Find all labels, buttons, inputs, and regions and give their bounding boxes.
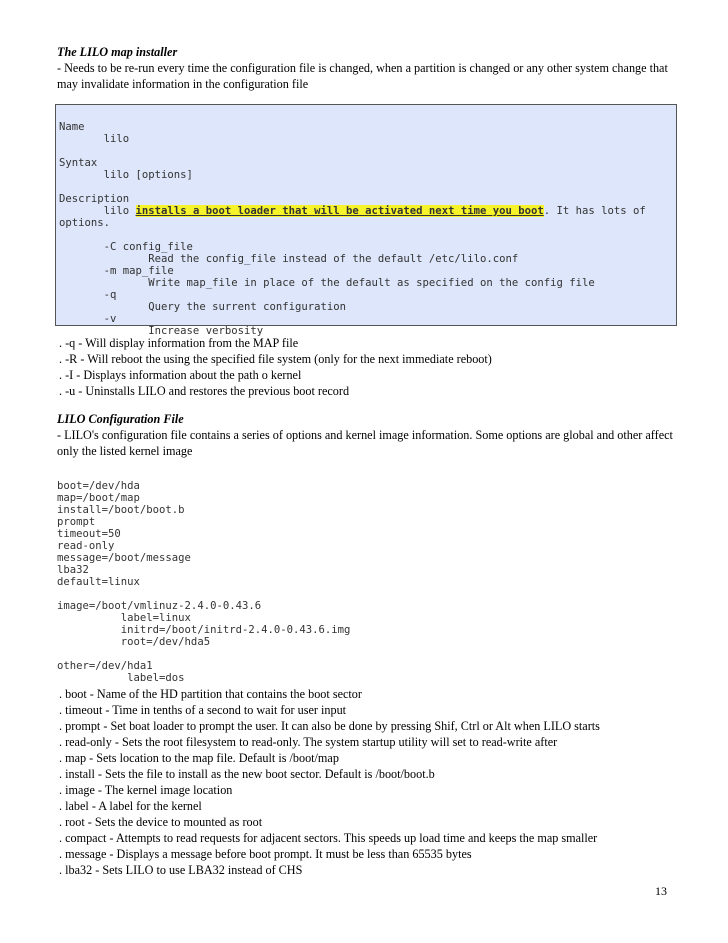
config-option-descriptions <box>59 686 600 878</box>
man-line: -v <box>59 313 117 325</box>
code-line <box>57 588 350 600</box>
list-item: . -u - Uninstalls LILO and restores the previous boot record <box>59 384 350 398</box>
code-line: label=linux <box>57 612 191 624</box>
list-item: . map - Sets location to the map file. Default is /boot/map <box>59 751 339 765</box>
man-line-highlighted <box>59 205 646 217</box>
code-line: initrd=/boot/initrd-2.4.0-0.43.6.img <box>57 624 351 636</box>
man-line: Read the config_file instead of the default /etc/lilo.conf <box>59 253 519 265</box>
man-line: Name <box>59 121 85 133</box>
list-item: . timeout - Time in tenths of a second to wait for user input <box>59 703 347 717</box>
code-line: root=/dev/hda5 <box>57 636 211 648</box>
man-line: Description <box>59 193 130 205</box>
list-item: . -R - Will reboot the using the specified file system (only for the next immediate reboot) <box>59 352 492 366</box>
list-item: . boot - Name of the HD partition that contains the boot sector <box>59 687 362 701</box>
list-item: . lba32 - Sets LILO to use LBA32 instead of CHS <box>59 863 303 877</box>
list-item: . compact - Attempts to read requests for adjacent sectors. This speeds up load time and keeps the map smaller <box>59 831 598 845</box>
section-title-map-installer: The LILO map installer <box>57 45 178 59</box>
code-line: image=/boot/vmlinuz-2.4.0-0.43.6 <box>57 600 262 612</box>
code-line: other=/dev/hda1 <box>57 660 153 672</box>
man-line: Write map_file in place of the default as specified on the config file <box>59 277 595 289</box>
list-item: . install - Sets the file to install as the new boot sector. Default is /boot/boot.b <box>59 767 435 781</box>
list-item: . message - Displays a message before boot prompt. It must be less than 65535 bytes <box>59 847 472 861</box>
man-line <box>59 181 646 193</box>
man-line: options. <box>59 217 111 229</box>
code-line: boot=/dev/hda <box>57 480 140 492</box>
section-title-config-file: LILO Configuration File <box>57 412 184 426</box>
code-line: default=linux <box>57 576 140 588</box>
code-line: read-only <box>57 540 115 552</box>
man-line: -m map_file <box>59 265 174 277</box>
man-line: Increase verbosity <box>59 325 264 337</box>
highlighted-phrase: installs a boot loader that will be activated next time you boot <box>135 205 544 217</box>
man-line: Syntax <box>59 157 98 169</box>
config-code-block <box>57 468 350 708</box>
man-line <box>59 229 646 241</box>
code-line: install=/boot/boot.b <box>57 504 185 516</box>
man-line-suffix: . It has lots of <box>543 205 646 217</box>
page-number: 13 <box>655 884 667 898</box>
code-line: prompt <box>57 516 96 528</box>
list-item: . root - Sets the device to mounted as root <box>59 815 263 829</box>
code-line <box>57 648 350 660</box>
list-item: . -q - Will display information from the MAP file <box>59 336 299 350</box>
man-line-prefix: lilo <box>59 205 136 217</box>
list-item: . prompt - Set boat loader to prompt the user. It can also be done by pressing Shif, Ctrl or Alt when LILO starts <box>59 719 600 733</box>
code-line: label=dos <box>57 672 185 684</box>
man-page-box <box>55 104 677 337</box>
map-installer-description: - Needs to be re-run every time the configuration file is changed, when a partition is changed or any other system change that may invalidate information in the configuration file <box>57 61 668 91</box>
list-item: . label - A label for the kernel <box>59 799 202 813</box>
list-item: . -I - Displays information about the path o kernel <box>59 368 302 382</box>
man-line: lilo [options] <box>59 169 193 181</box>
list-item: . image - The kernel image location <box>59 783 233 797</box>
code-line: timeout=50 <box>57 528 121 540</box>
man-line: lilo <box>59 133 130 145</box>
list-item: . read-only - Sets the root filesystem to read-only. The system startup utility will set to read-write after <box>59 735 558 749</box>
man-page-text <box>59 109 646 361</box>
code-line: lba32 <box>57 564 89 576</box>
man-line <box>59 145 646 157</box>
man-line: Query the surrent configuration <box>59 301 347 313</box>
option-list <box>59 335 492 399</box>
config-file-description: - LILO's configuration file contains a series of options and kernel image information. Some options are global and other affect only the listed kernel image <box>57 428 673 458</box>
code-line: message=/boot/message <box>57 552 191 564</box>
man-line: -q <box>59 289 117 301</box>
man-line: -C config_file <box>59 241 193 253</box>
code-line: map=/boot/map <box>57 492 140 504</box>
